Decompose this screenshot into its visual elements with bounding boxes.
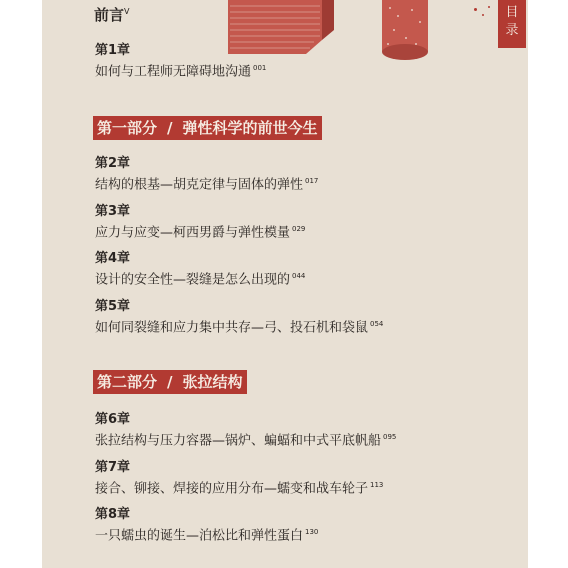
decorative-speck	[474, 8, 477, 11]
part-label: 第二部分	[97, 373, 158, 391]
chapter-number: 第3章	[95, 204, 131, 219]
chapter-number: 第7章	[95, 460, 131, 475]
chapter-page: 001	[253, 64, 267, 72]
vessel-illustration	[376, 0, 434, 62]
preface-title: 前言	[94, 6, 125, 24]
chapter-title: 如何与工程师无障碍地沟通 $^{001}$	[95, 64, 267, 80]
chapter-number: 第5章	[95, 299, 131, 314]
chapter-page: 113	[370, 481, 384, 489]
chapter-entry-1[interactable]	[95, 42, 266, 81]
toc-page	[42, 0, 528, 568]
chapter-number: 第4章	[95, 251, 131, 266]
chapter-entry-5[interactable]	[95, 298, 383, 337]
toc-tab-label-1: 目	[505, 5, 519, 20]
chapter-number: 第1章	[95, 43, 131, 58]
chapter-page: 044	[292, 272, 306, 280]
chapter-number: 第6章	[95, 412, 131, 427]
chapter-entry-2[interactable]	[95, 155, 318, 194]
chapter-page: 095	[383, 433, 397, 441]
preface-entry[interactable]	[94, 4, 130, 25]
chapter-title: 结构的根基—胡克定律与固体的弹性 $^{017}$	[95, 177, 319, 193]
part-heading-1[interactable]: 第一部分 / 弹性科学的前世今生	[93, 116, 322, 140]
part-name: 弹性科学的前世今生	[182, 119, 318, 137]
toc-tab-label-2: 录	[505, 23, 519, 38]
decorative-speck	[482, 14, 484, 16]
chapter-number: 第2章	[95, 156, 131, 171]
chapter-page: 130	[305, 528, 319, 536]
chapter-entry-7[interactable]	[95, 459, 383, 498]
part-heading-2[interactable]: 第二部分 / 张拉结构	[93, 370, 247, 394]
part-name: 张拉结构	[182, 373, 243, 391]
chapter-entry-3[interactable]	[95, 203, 305, 242]
chapter-entry-4[interactable]	[95, 250, 305, 289]
chapter-entry-8[interactable]	[95, 506, 318, 545]
decorative-speck	[488, 6, 490, 8]
chapter-title: 接合、铆接、焊接的应用分布—蠕变和战车轮子 $^{113}$	[95, 481, 384, 497]
part-label: 第一部分	[97, 119, 158, 137]
chapter-page: 017	[305, 177, 319, 185]
chapter-page: 054	[370, 320, 384, 328]
chapter-number: 第8章	[95, 507, 131, 522]
chapter-entry-6[interactable]	[95, 411, 396, 450]
preface-page: V	[124, 7, 130, 16]
chapter-title: 设计的安全性—裂缝是怎么出现的 $^{044}$	[95, 272, 306, 288]
chapter-title: 张拉结构与压力容器—锅炉、蝙蝠和中式平底帆船 $^{095}$	[95, 433, 397, 449]
chapter-title: 一只蠕虫的诞生—泊松比和弹性蛋白 $^{130}$	[95, 528, 319, 544]
toc-tab-button[interactable]	[498, 0, 526, 48]
chapter-title: 应力与应变—柯西男爵与弹性模量 $^{029}$	[95, 225, 306, 241]
chapter-page: 029	[292, 225, 306, 233]
chapter-title: 如何同裂缝和应力集中共存—弓、投石机和袋鼠 $^{054}$	[95, 320, 384, 336]
